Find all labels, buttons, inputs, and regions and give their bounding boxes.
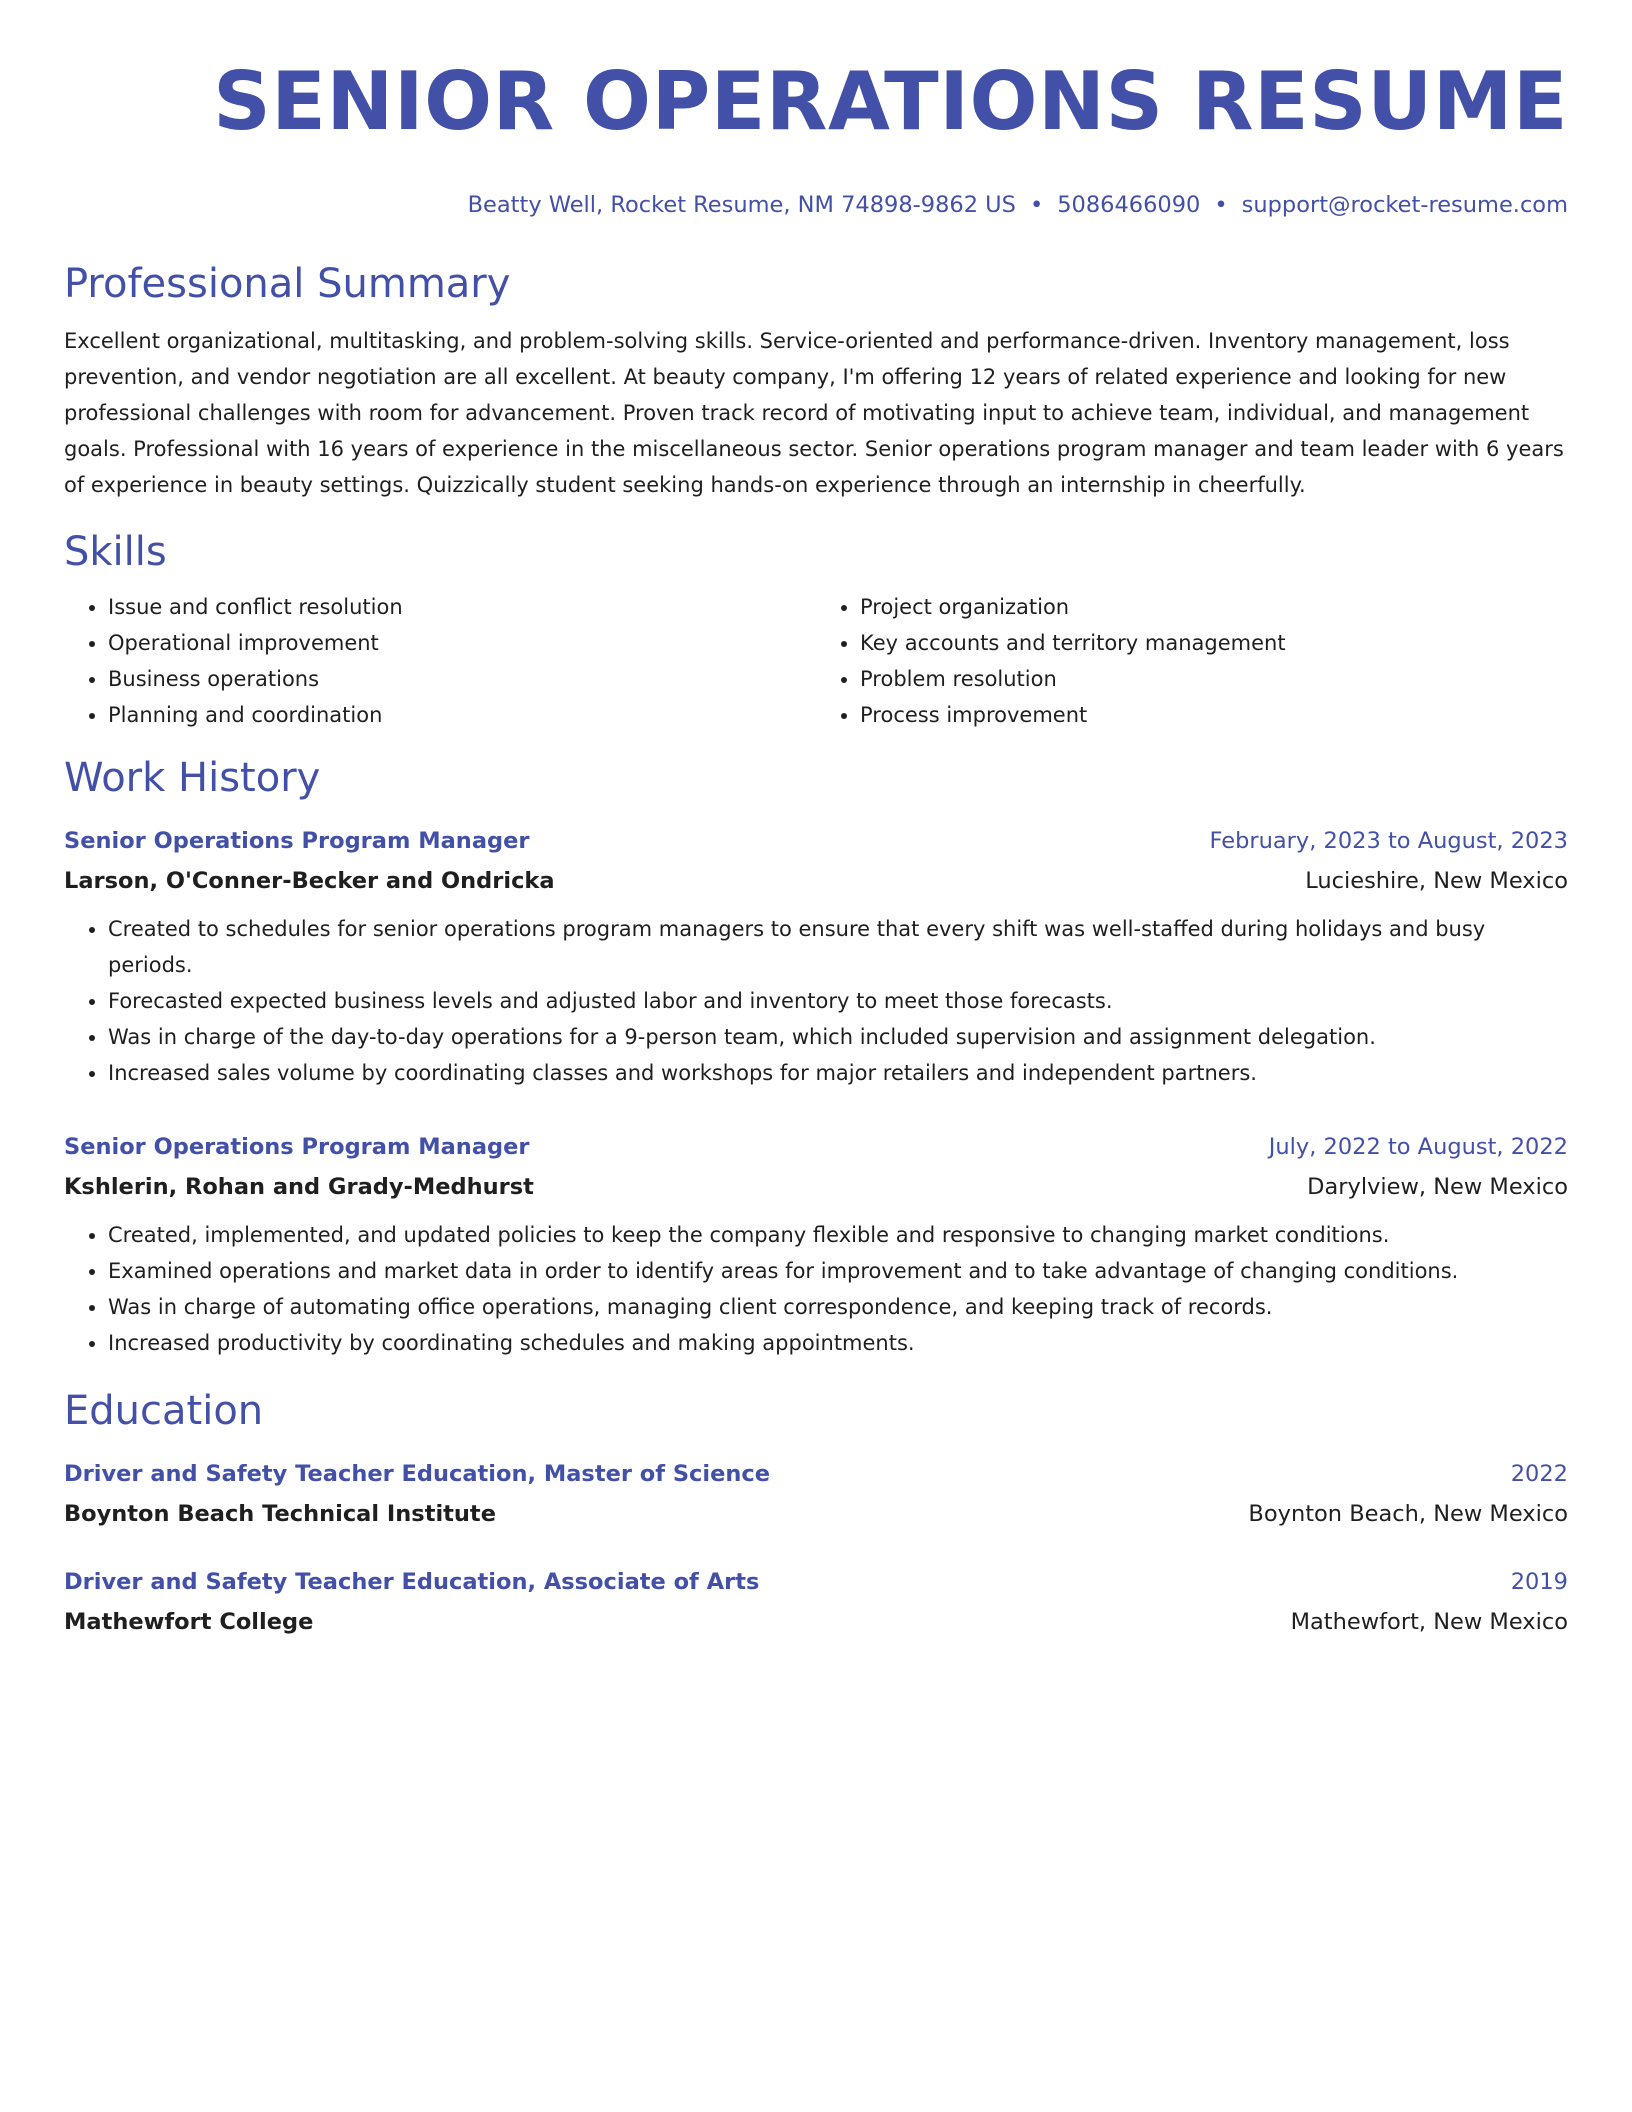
- contact-phone[interactable]: 5086466090: [1057, 192, 1201, 218]
- education-year: 2019: [1510, 1569, 1568, 1595]
- job-bullet: • Increased sales volume by coordinating classes and workshops for major retailers and independent partners.: [108, 1055, 1568, 1091]
- education-school: Boynton Beach Technical Institute: [64, 1501, 496, 1527]
- education-entry: [64, 1454, 1568, 1534]
- education-subheader: [64, 1602, 1568, 1642]
- skills-heading: Skills: [64, 529, 167, 575]
- education-header: [64, 1454, 1568, 1494]
- education-heading: Education: [64, 1388, 264, 1434]
- job-company: Kshlerin, Rohan and Grady-Medhurst: [64, 1174, 534, 1200]
- contact-separator: •: [1214, 192, 1228, 218]
- education-year: 2022: [1510, 1461, 1568, 1487]
- job-bullet: • Examined operations and market data in order to identify areas for improvement and to take advantage of changing conditions.: [108, 1253, 1568, 1289]
- contact-address: Beatty Well, Rocket Resume, NM 74898-9862 US: [467, 192, 1016, 218]
- summary-heading: Professional Summary: [64, 261, 511, 307]
- job-bullets: [64, 911, 1568, 1091]
- job-bullets: [64, 1217, 1568, 1361]
- job-bullet: • Created, implemented, and updated policies to keep the company flexible and responsive to changing market conditions.: [108, 1217, 1568, 1253]
- work-history-heading: Work History: [64, 755, 321, 801]
- contact-separator: •: [1029, 192, 1044, 218]
- contact-email[interactable]: support@rocket-resume.com: [1241, 192, 1568, 218]
- job-header: [64, 821, 1568, 861]
- contact-line: [64, 192, 1568, 218]
- skills-list-right: [816, 589, 1568, 733]
- job-title: Senior Operations Program Manager: [64, 1134, 530, 1160]
- skill-item: • Issue and conflict resolution: [108, 589, 816, 625]
- job-bullet: • Forecasted expected business levels and adjusted labor and inventory to meet those forecasts.: [108, 983, 1568, 1019]
- skill-item: • Problem resolution: [860, 661, 1568, 697]
- job-bullet: • Was in charge of automating office operations, managing client correspondence, and keeping track of records.: [108, 1289, 1568, 1325]
- job-bullet: • Created to schedules for senior operations program managers to ensure that every shift was well-staffed during holidays and busy periods.: [108, 911, 1568, 983]
- skill-item: • Project organization: [860, 589, 1568, 625]
- job-bullet: • Was in charge of the day-to-day operations for a 9-person team, which included supervision and assignment delegation.: [108, 1019, 1568, 1055]
- job-location: Lucieshire, New Mexico: [1305, 868, 1568, 894]
- summary-text: Excellent organizational, multitasking, and problem-solving skills. Service-oriented and performance-driven. Inventory management, loss prevention, and vendor negotiation are all excellent. At beauty company, I'm offering 12 years of related experience and looking for new professional challenges with room for advancement. Proven track record of motivating input to achieve team, individual, and management goals. Professional with 16 years of experience in the miscellaneous sector. Senior operations program manager and team leader with 6 years of experience in beauty settings. Quizzically student seeking hands-on experience through an internship in cheerfully.: [64, 329, 1564, 497]
- skill-item: • Planning and coordination: [108, 697, 816, 733]
- job-subheader: [64, 1167, 1568, 1207]
- education-location: Mathewfort, New Mexico: [1290, 1609, 1568, 1635]
- education-header: [64, 1562, 1568, 1602]
- job-entry: [64, 821, 1568, 1091]
- skill-item: • Key accounts and territory management: [860, 625, 1568, 661]
- education-degree: Driver and Safety Teacher Education, Master of Science: [64, 1461, 770, 1487]
- job-entry: [64, 1127, 1568, 1361]
- job-location: Darylview, New Mexico: [1307, 1174, 1568, 1200]
- job-dates: February, 2023 to August, 2023: [1209, 828, 1568, 854]
- skill-item: • Operational improvement: [108, 625, 816, 661]
- education-subheader: [64, 1494, 1568, 1534]
- skills-grid: [64, 589, 1568, 733]
- education-school: Mathewfort College: [64, 1609, 314, 1635]
- job-bullet: • Increased productivity by coordinating schedules and making appointments.: [108, 1325, 1568, 1361]
- job-title: Senior Operations Program Manager: [64, 828, 530, 854]
- education-location: Boynton Beach, New Mexico: [1248, 1501, 1568, 1527]
- skill-item: • Business operations: [108, 661, 816, 697]
- education-degree: Driver and Safety Teacher Education, Associate of Arts: [64, 1569, 760, 1595]
- job-company: Larson, O'Conner-Becker and Ondricka: [64, 868, 555, 894]
- job-subheader: [64, 861, 1568, 901]
- job-header: [64, 1127, 1568, 1167]
- skill-item: • Process improvement: [860, 697, 1568, 733]
- job-dates: July, 2022 to August, 2022: [1268, 1134, 1568, 1160]
- resume-title: SENIOR OPERATIONS RESUME: [213, 55, 1568, 148]
- education-entry: [64, 1562, 1568, 1642]
- skills-list-left: [64, 589, 816, 733]
